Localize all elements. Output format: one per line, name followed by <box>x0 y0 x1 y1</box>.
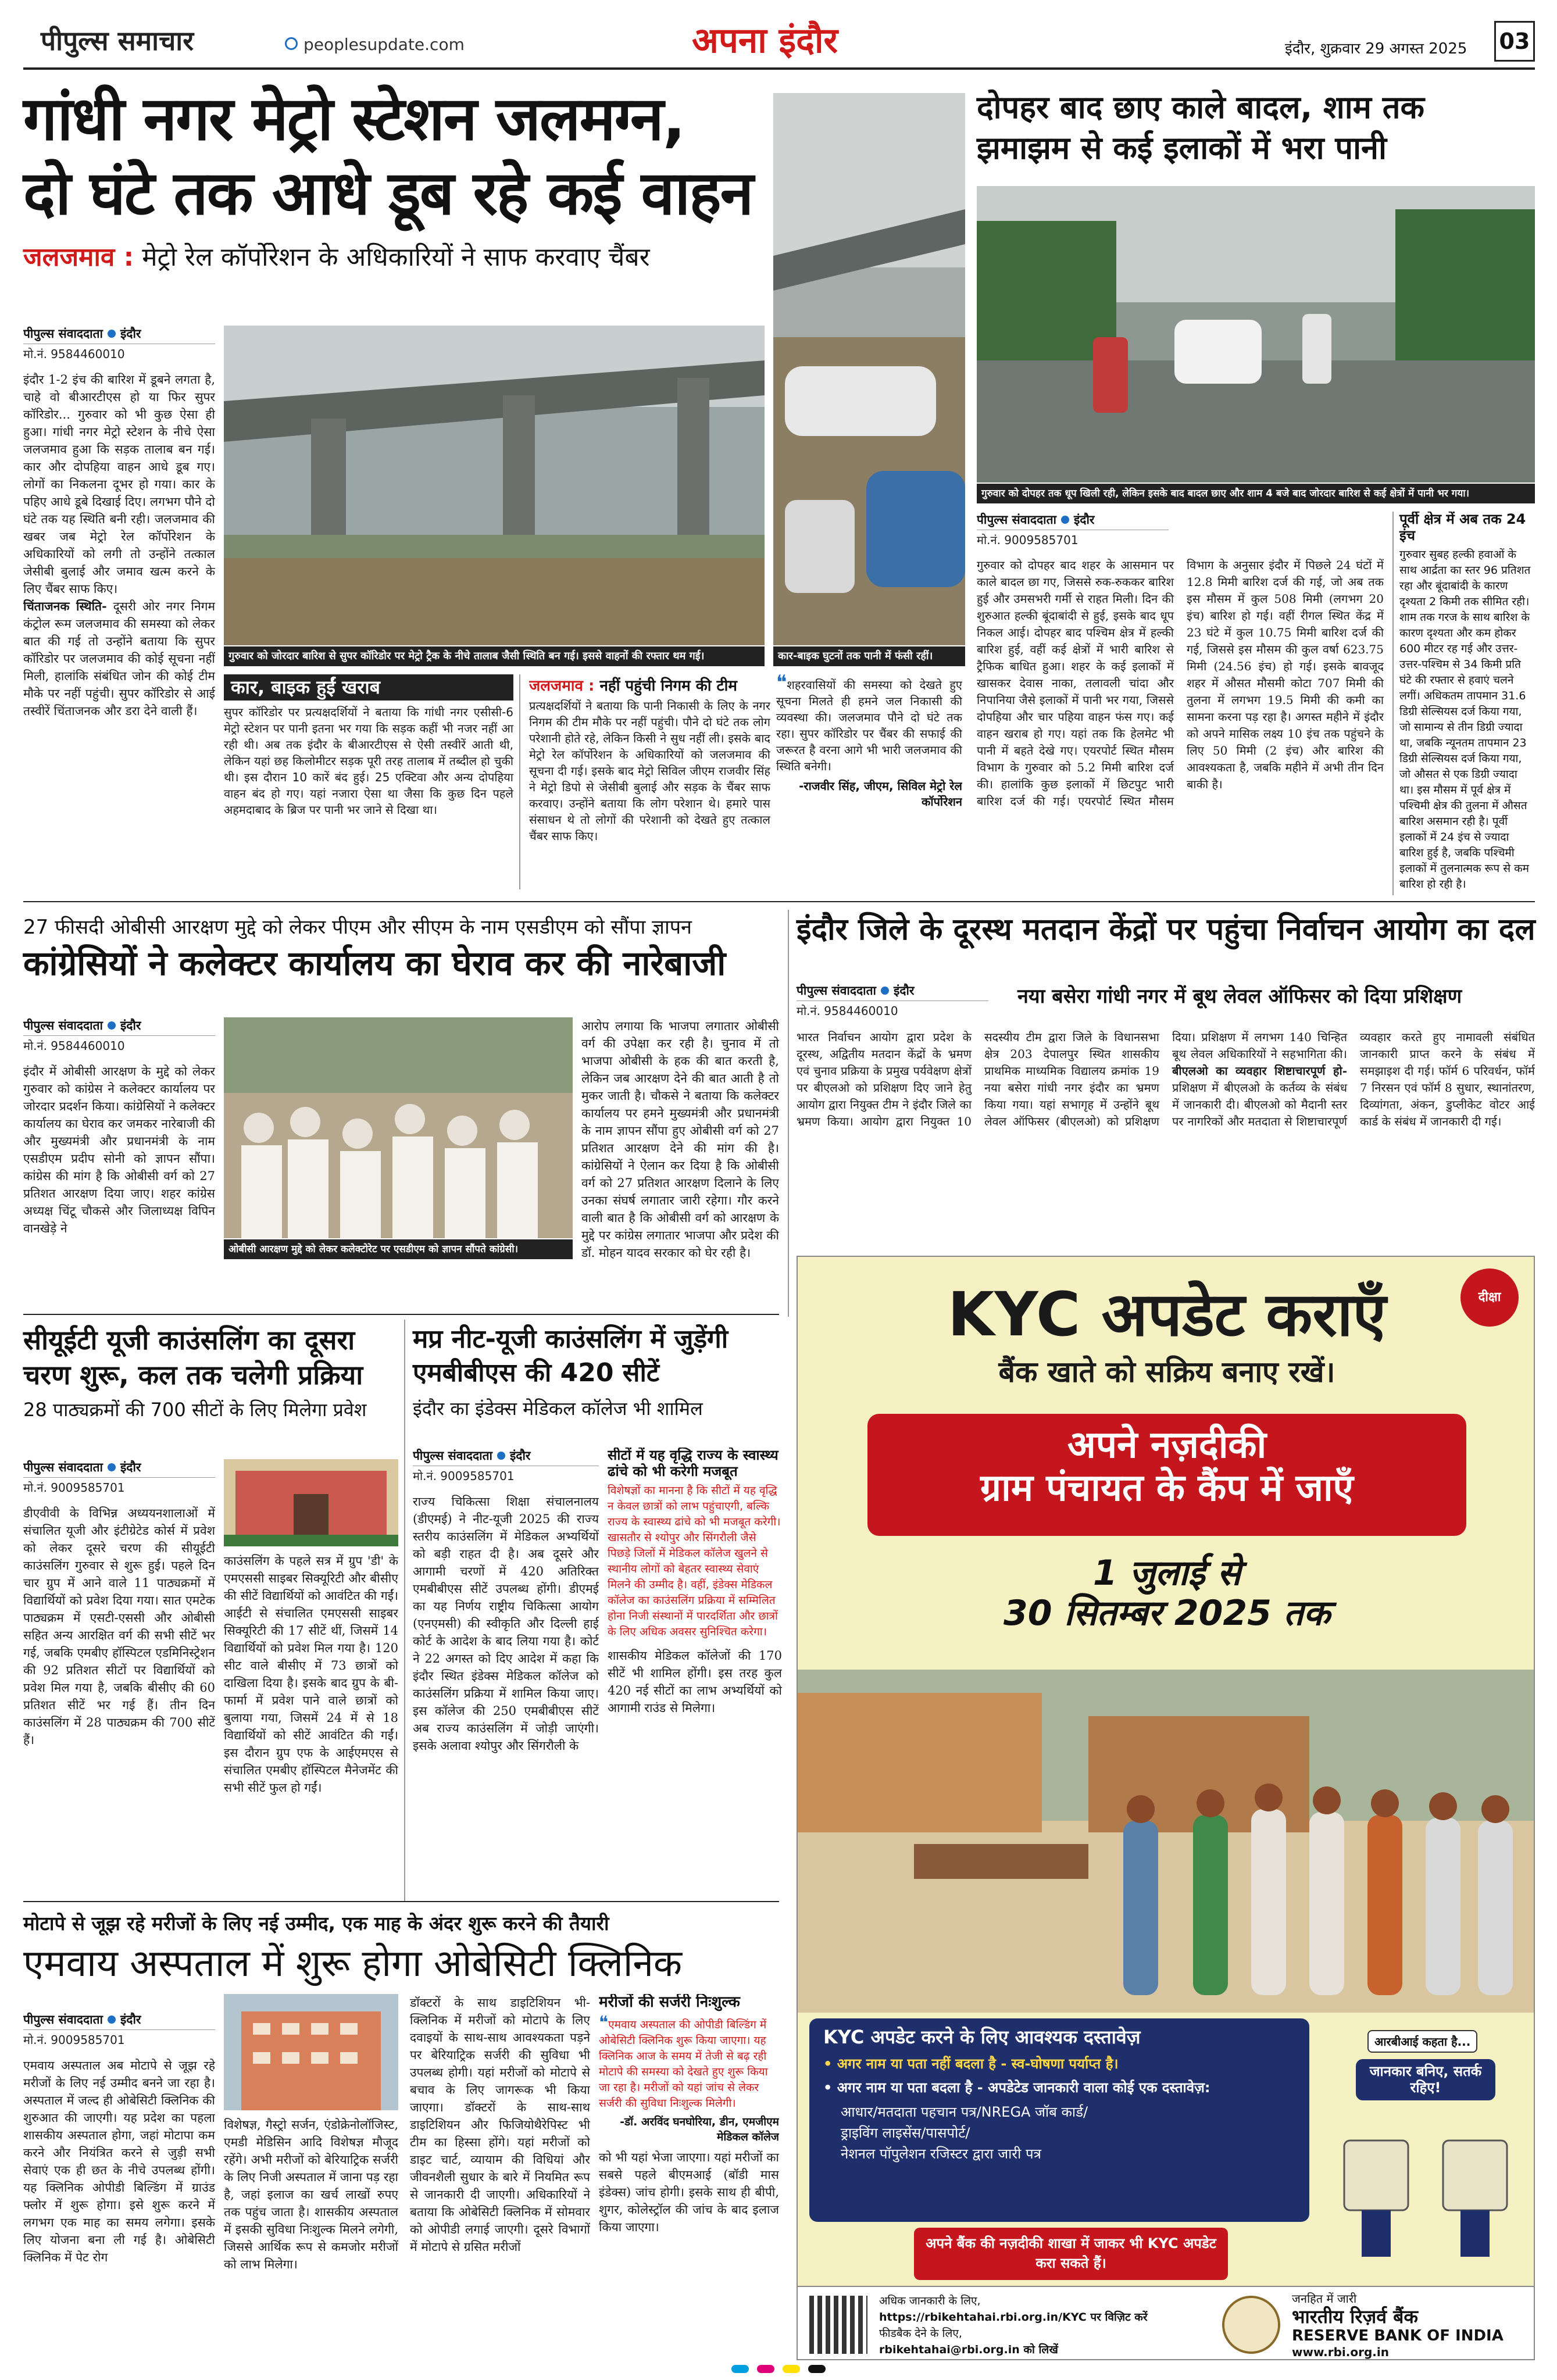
neet-body-2: शासकीय मेडिकल कॉलेजों की 170 सीटें भी शामिल होंगी। इस तरह कुल 420 नई सीटों का लाभ अभ्यर्थियों को आगामी राउंड से मिलेगा। <box>608 1649 782 1716</box>
byline-dot-icon <box>108 330 116 338</box>
rain-side-title: पूर्वी क्षेत्र में अब तक 24 इंच <box>1399 512 1526 544</box>
rain-side-body: गुरुवार सुबह हल्की हवाओं के साथ आर्द्रता का स्तर 96 प्रतिशत रहा और बूंदाबांदी के कारण दृश्यता 2 किमी तक सीमित रही। शाम तक गरज के साथ बारिश के कारण दृश्यता और कम होकर 600 मीटर रह गई और उत्तर-उत्तर-पश्चिम से 34 किमी प्रति घंटे की रफ्तार से हवाएं चलने लगीं। अधिकतम तापमान 31.6 डिग्री सेल्सियस दर्ज किया गया, जो सामान्य से तीन डिग्री ज्यादा था, जबकि न्यूनतम तापमान 23 डिग्री सेल्सियस दर्ज किया गया, जो औसत से एक डिग्री ज्यादा था। इस मौसम में पूर्व क्षेत्र में पश्चिमी क्षेत्र की तुलना में औसत बारिश असमान रही है। पूर्वी इलाकों में 24 इंच से ज्यादा बारिश हुई है, जबकि पश्चिमी इलाकों में तुलनात्मक रूप से कम बारिश हो रही है। <box>1399 548 1531 891</box>
kyc-date-1: 1 जुलाई से <box>1092 1553 1241 1593</box>
section-title: अपना इंदौर <box>692 20 838 61</box>
metro-headline-1: गांधी नगर मेट्रो स्टेशन जलमग्न, <box>23 83 685 154</box>
dateline: इंदौर, शुक्रवार 29 अगस्त 2025 <box>1285 40 1467 58</box>
rain-headline-1: दोपहर बाद छाए काले बादल, शाम तक <box>977 89 1425 126</box>
metro-photo2-caption: कार-बाइक घुटनों तक पानी में फंसी रहीं। <box>773 646 965 666</box>
registration-marks <box>0 2365 1557 2377</box>
cuet-byline: पीपुल्स संवाददाता इंदौर <box>23 1459 215 1478</box>
obesity-body-3: डॉक्टरों के साथ डाइटिशियन भी- क्लिनिक में मरीजों को मोटापे के लिए दवाइयों के साथ-साथ आवश्यकता पड़ने पर बेरियाट्रिक सर्जरी की सुविधा भी उपलब्ध होगी। यहां मरीजों को मोटापे से बचाव के लिए जागरूक भी किया जाएगा। डॉक्टरों के साथ-साथ डाइटिशियन और फिजियोथैरेपिस्ट भी टीम का हिस्सा होंगे। यहां मरीजों को डाइट चार्ट, व्यायाम की विधियां और जीवनशैली सुधार के बारे में नियमित रूप से जानकारी दी जाएगी। अधिकारियों ने बताया कि ओबेसिटी क्लिनिक में सोमवार को ओपीडी लगाई जाएगी। दूसरे विभागों में मोटापे से ग्रसित मरीजों <box>410 1996 590 2254</box>
election-deck: नया बसेरा गांधी नगर में बूथ लेवल ऑफिसर को दिया प्रशिक्षण <box>1017 985 1462 1008</box>
byline-dot-icon <box>497 1452 505 1460</box>
metro-text-column <box>23 326 215 884</box>
election-byline-block <box>797 982 988 1028</box>
obesity-headline: एमवाय अस्पताल में शुरू होगा ओबेसिटी क्लिनिक <box>23 1942 683 1985</box>
metro-cars-photo <box>773 93 965 645</box>
metro-bridge-image <box>224 326 765 645</box>
rain-side-box <box>1392 512 1535 895</box>
congress-photo <box>224 1017 573 1238</box>
congress-deck: 27 फीसदी ओबीसी आरक्षण मुद्दे को लेकर पीएम और सीएम के नाम एसडीएम को सौंपा ज्ञापन <box>23 916 692 939</box>
masthead <box>23 17 1535 70</box>
kyc-doc-2: • अगर नाम या पता बदला है - अपडेटेड जानकारी वाला कोई एक दस्तावेज़: <box>823 2079 1210 2096</box>
rbi-mascot <box>1321 2024 1524 2268</box>
villagers-queue-image <box>798 1670 1535 2013</box>
cuet-body: डीएवीवी के विभिन्न अध्ययनशालाओं में संचालित यूजी और इंटीग्रेटेड कोर्स में प्रवेश को लेकर दूसरे चरण की सीयूईटी काउंसलिंग गुरुवार से शुरू हुई। पहले दिन चार ग्रुप में आने वाले 11 पाठ्यक्रमों में विद्यार्थियों को प्रवेश दिया गया। सात एमटेक पाठ्यक्रम में एसटी-एससी और ओबीसी सहित अन्य आरक्षित वर्ग की सभी सीटें भर गई, जबकि एमबीए हॉस्पिटल एडमिनिस्ट्रेशन की 92 प्रतिशत सीटों पर विद्यार्थियों को प्रवेश मिल गया है, जबकि बीसीए की 60 प्रतिशत सीटें भर गई हैं। तीन दिन काउंसलिंग में 28 पाठ्यक्रम की 700 सीटें हैं। <box>23 1506 215 1747</box>
quote-icon: ❝ <box>776 674 787 694</box>
cuet-photo <box>224 1459 398 1546</box>
rain-street-image <box>977 186 1535 483</box>
neet-side-title: सीटों में यह वृद्धि राज्य के स्वास्थ्य ढांचे को भी करेगी मजबूत <box>608 1448 779 1480</box>
kyc-cta-1: अपने नज़दीकी <box>1067 1424 1267 1467</box>
byline-dot-icon <box>108 2016 116 2024</box>
obesity-body-3-col <box>410 1994 590 2360</box>
byline-dot-icon <box>881 987 889 995</box>
rain-photo <box>977 186 1535 483</box>
rbi-bubble-2: जानकार बनिए, सतर्क रहिए! <box>1356 2059 1495 2100</box>
obesity-mobile: मो.नं. 9009585701 <box>23 2033 125 2047</box>
metro-flood-photo <box>224 326 765 645</box>
rain-headline-2: झमाझम से कई इलाकों में भरा पानी <box>977 130 1387 166</box>
rbi-credits: जनहित में जारी भारतीय रिज़र्व बैंक RESERVE BANK OF INDIA www.rbi.org.in <box>1292 2292 1504 2359</box>
cuet-body-2: काउंसलिंग के पहले सत्र में ग्रुप 'डी' के एमएससी साइबर सिक्यूरिटी और बीसीए की सीटें विद्यार्थियों को आवंटित की गईं। आईटी से संचालित एमएससी साइबर सिक्यूरिटी की 17 सीटें थीं, जिसमें 14 विद्यार्थियों को प्रवेश मिल गया है। 120 सीट वाले बीसीए में 73 छात्रों को दाखिला दिया है। इसके बाद ग्रुप के बी-फार्मा में प्रवेश पाने वाले छात्रों को बुलाया गया, जिसमें 24 में से 18 विद्यार्थियों को सीटें आवंटित की गईं। इस दौरान ग्रुप एफ के आईएमएस से संचालित एमबीए हॉस्पिटल मैनेजमेंट की सभी सीटें फुल हो गईं। <box>224 1554 398 1795</box>
kyc-cta-box <box>867 1414 1466 1536</box>
metro-deck-text: मेट्रो रेल कॉर्पोरेशन के अधिकारियों ने साफ करवाए चैंबर <box>142 242 650 272</box>
election-body: भारत निर्वाचन आयोग द्वारा प्रदेश के दूरस्थ, अद्वितीय मतदान केंद्रों के भ्रमण एवं चुनाव प्रक्रिया के प्रमुख पर्यवेक्षण क्षेत्रों पर बीएलओ को प्रशिक्षण दिए जाने हेतु आयोग द्वारा नियुक्त टीम ने इंदौर जिले का भ्रमण किया। आयोग द्वारा नियुक्त 10 सदस्यीय टीम द्वारा जिले के विधानसभा क्षेत्र 203 देपालपुर स्थित शासकीय प्राथमिक माध्यमिक विद्यालय क्रमांक 19 नया बसेरा गांधी नगर इंदौर का भ्रमण किया गया। यहां सभागृह में उन्होंने बूथ लेवल ऑफिसर (बीएलओ) को प्रशिक्षण दिया। प्रशिक्षण में लगभग 140 चिन्हित बूथ लेवल अधिकारियों ने सहभागिता की। बीएलओ का व्यवहार शिष्टाचारपूर्ण हो- प्रशिक्षण में बीएलओ के कर्तव्य के संबंध में जानकारी दी। बीएलओ को मैदानी स्तर पर नागरिकों और मतदाता से शिष्टाचारपूर्ण व्यवहार करते हुए नामावली संबंधित जानकारी प्राप्त करने के संबंध में समझाइश दी गई। फॉर्म 6 परिवर्धन, फॉर्म 7 निरसन एवं फॉर्म 8 सुधार, स्थानांतरण, दिव्यांगता, अंकन, डुप्लीकेट वोटर आई कार्ड के संबंध में जानकारी दी गई। <box>797 1030 1535 1128</box>
globe-icon <box>285 37 298 50</box>
neet-headline: मप्र नीट-यूजी काउंसलिंग में जुड़ेंगी एमबीबीएस की 420 सीटें <box>413 1324 728 1388</box>
neet-mobile: मो.नं. 9009585701 <box>413 1469 515 1483</box>
congress-photo-caption: ओबीसी आरक्षण मुद्दे को लेकर कलेक्टोरेट पर एसडीएम को ज्ञापन सौंपते कांग्रेसी। <box>224 1239 573 1259</box>
box2-body: प्रत्यक्षदर्शियों ने बताया कि पानी निकासी के लिए के नगर निगम की टीम मौके पर नहीं पहुंची। पौने दो घंटे तक लोग परेशानी होते रहे, लेकिन किसी ने सुध नहीं ली। इसके बाद मेट्रो रेल कॉर्पोरेशन के अधिकारियों को जलजमाव की सूचना दी गई। इसके बाद मेट्रो सिविल जीएम राजवीर सिंह ने मेट्रो डिपो से जेसीबी बुलाई और सड़क के चैंबर साफ करवाए। उन्होंने बताया कि लोग परेशान थे। हमारे पास संसाधन थे तो लोगों की परेशानी को देखते हुए तत्काल चैंबर साफ किए। <box>529 699 770 843</box>
rbi-logo-icon <box>1222 2296 1280 2354</box>
protest-crowd-image <box>224 1017 573 1238</box>
kyc-footer <box>798 2286 1535 2360</box>
kyc-doc-1: • अगर नाम या पता नहीं बदला है - स्व-घोषणा पर्याप्त है। <box>823 2055 1119 2072</box>
metro-box-car-bike <box>224 674 520 889</box>
obesity-body-2: विशेषज्ञ, गैस्ट्रो सर्जन, एंडोक्रेनोलॉजिस्ट, एमडी मेडिसिन आदि विशेषज्ञ मौजूद रहेंगे। अभी मरीजों को बेरियाट्रिक सर्जरी के लिए निजी अस्पताल में जाना पड़ रहा है, जहां इलाज का खर्च लाखों रुपए तक पहुंच जाता है। शासकीय अस्पताल में इसकी सुविधा निःशुल्क मिलने लगेगी, जिससे आर्थिक रूप से कमजोर मरीजों को लाभ मिलेगा। <box>224 2118 398 2271</box>
cuet-mobile: मो.नं. 9009585701 <box>23 1481 125 1495</box>
kyc-bank-note: अपने बैंक की नज़दीकी शाखा में जाकर भी KYC अपडेट करा सकते हैं। <box>914 2228 1228 2280</box>
metro-body-2: चिंताजनक स्थिति- दूसरी ओर नगर निगम कंट्रोल रूम जलजमाव की समस्या को लेकर बात की गई तो उन्होंने बताया कि सुपर कॉरिडोर पर जलजमाव की कोई सूचना नहीं मिली, हालांकि संबंधित जोन की कोई टीम मौके पर नहीं पहुंची। सुपर कॉरिडोर से आई तस्वीरें चिंताजनक और डरा देने वाली हैं। <box>23 599 215 718</box>
metro-photo-caption: गुरुवार को जोरदार बारिश से सुपर कॉरिडोर पर मेट्रो ट्रैक के नीचे तालाब जैसी स्थिति बन गई। इससे वाहनों की रफ्तार थम गई। <box>224 646 765 666</box>
rain-mobile: मो.नं. 9009585701 <box>977 533 1079 547</box>
kyc-headline: KYC अपडेट कराएँ <box>947 1279 1387 1350</box>
rain-text <box>977 512 1384 895</box>
cuet-text-col <box>23 1459 215 1895</box>
obesity-body-4: को भी यहां भेजा जाएगा। यहां मरीजों का सबसे पहले बीएमआई (बॉडी मास इंडेक्स) जांच होगी। इसके साथ ही बीपी, शुगर, कोलेस्ट्रॉल की जांच के बाद इलाज किया जाएगा। <box>599 2150 779 2234</box>
neet-deck: इंदौर का इंडेक्स मेडिकल कॉलेज भी शामिल <box>413 1398 703 1420</box>
congress-mobile: मो.नं. 9584460010 <box>23 1039 125 1053</box>
metro-mobile: मो.नं. 9584460010 <box>23 347 125 361</box>
box2-title: जलजमाव : नहीं पहुंची निगम की टीम <box>529 677 737 695</box>
rbi-mascot-figures-icon <box>1333 2117 1519 2263</box>
obesity-body: एमवाय अस्पताल अब मोटापे से जूझ रहे मरीजों के लिए नई उम्मीद बनने जा रहा है। अस्पताल में जल्द ही ओबेसिटी क्लिनिक की शुरुआत की जाएगी। यह प्रदेश का पहला शासकीय अस्पताल होगा, जहां मोटापा कम करने और नियंत्रित करने से जुड़ी सभी सेवाएं एक ही छत के नीचे उपलब्ध होंगी। यह क्लिनिक ओपीडी बिल्डिंग में ग्राउंड फ्लोर में शुरू होगा। इसे शुरू करने में लगभग एक माह का समय लगेगा। इसके लिए योजना बना ली गई है। ओबेसिटी क्लिनिक में पेट रोग <box>23 2059 215 2264</box>
cuet-headline: सीयूईटी यूजी काउंसलिंग का दूसरा चरण शुरू, कल तक चलेगी प्रक्रिया <box>23 1324 363 1391</box>
obesity-side-title: मरीजों की सर्जरी निःशुल्क <box>599 1994 740 2011</box>
metro-deck <box>23 238 791 273</box>
metro-body: इंदौर 1-2 इंच की बारिश में डूबने लगता है, चाहे वो बीआरटीएस हो या फिर सुपर कॉरिडोर... गुरुवार को भी कुछ ऐसा ही हुआ। गांधी नगर मेट्रो स्टेशन के नीचे ऐसा जलजमाव हुआ कि सड़क तालाब बन गई। कार और दोपहिया वाहन आधे डूब गए। लोगों का निकलना दूभर हो गया। कार के पहिए आधे डूबे दिखाई दिए। लगभग पौने दो घंटे तक यह स्थिति बनी रही। जलजमाव की खबर जब मेट्रो रेल कॉर्पोरेशन के अधिकारियों को लगी तो उन्होंने तत्काल जेसीबी बुलाई और जमाव खत्म करने के लिए चैंबर साफ किए। <box>23 373 215 596</box>
page-number: 03 <box>1494 21 1535 62</box>
hospital-building-image <box>224 1994 398 2110</box>
neet-side-col <box>608 1448 782 1895</box>
kyc-info: अधिक जानकारी के लिए, https://rbikehtahai.rbi.org.in/KYC पर विज़िट करें फीडबैक देने के लिए, rbikehtahai@rbi.org.in को लिखें <box>879 2295 1148 2356</box>
obesity-byline: पीपुल्स संवाददाता इंदौर <box>23 2011 215 2030</box>
box1-title: कार, बाइक हुईं खराब <box>224 674 513 701</box>
site-url: peoplesupdate.com <box>303 35 465 54</box>
election-story <box>797 913 1535 948</box>
metro-box-nigam <box>529 674 770 889</box>
neet-text-col <box>413 1448 599 1895</box>
box1-body: सुपर कॉरिडोर पर प्रत्यक्षदर्शियों ने बताया कि गांधी नगर एसीसी-6 मेट्रो स्टेशन पर पानी इतना भर गया कि सड़क कहीं भी नजर नहीं आ रही थी। अब तक इंदौर के बीआरटीएस से ऐसी तस्वीरें आती थी, लेकिन यहां छह किलोमीटर सड़क पूरी तरह तालाब में तब्दील हो चुकी थी। इस दौरान 10 कारें बंद हुई। 25 एक्टिवा और अन्य दोपहिया वाहन बंद हो गए। यहां नजारा ऐसा था जैसा कि कुछ दिन पहले अहमदाबाद के ब्रिज पर पानी भर जाने से दिखा था। <box>224 705 513 817</box>
cuet-deck: 28 पाठ्यक्रमों की 700 सीटों के लिए मिलेगा प्रवेश <box>23 1399 367 1421</box>
cuet-story <box>23 1323 395 1421</box>
congress-text-col <box>23 1017 215 1308</box>
kyc-date-2: 30 सितम्बर 2025 तक <box>1003 1593 1331 1634</box>
congress-byline: पीपुल्स संवाददाता इंदौर <box>23 1017 215 1036</box>
quote-text: ❝शहरवासियों की समस्या को देखते हुए सूचना मिलते ही हमने जल निकासी की व्यवस्था की। जलजमाव पौने दो घंटे तक रहा। सुपर कॉरिडोर पर चैंबर की सफाई की जरूरत है वरना आगे भी भारी जलजमाव की स्थिति बनेगी। <box>776 674 962 774</box>
quote-author: -राजवीर सिंह, जीएम, सिविल मेट्रो रेल कॉर्पोरेशन <box>799 779 962 809</box>
neet-body: राज्य चिकित्सा शिक्षा संचालनालय (डीएमई) ने नीट-यूजी 2025 की राज्य स्तरीय काउंसलिंग में मेडिकल अभ्यर्थियों को बड़ी राहत दी है। अब दूसरे और आगामी चरणों में 420 अतिरिक्त एमबीबीएस सीटें उपलब्ध होंगी। डीएमई का यह निर्णय राष्ट्रीय चिकित्सा आयोग (एनएमसी) की स्वीकृति और दिल्ली हाई कोर्ट के आदेश के बाद लिया गया है। कोर्ट ने 22 अगस्त को दिए आदेश में कहा कि इंदौर स्थित इंडेक्स मेडिकल कॉलेज को काउंसलिंग प्रक्रिया में शामिल किया जाए। इस कॉलेज की 250 एमबीबीएस सीटें अब राज्य काउंसलिंग में जोड़ी जाएंगी। इसके अलावा श्योपुर और सिंगरौली के <box>413 1495 599 1753</box>
rain-story <box>977 87 1535 169</box>
newspaper-logo: पीपुल्स समाचार <box>41 25 194 56</box>
kyc-doc-5: नेशनल पॉपुलेशन रजिस्टर द्वारा जारी पत्र <box>841 2145 1041 2162</box>
kyc-docs-title: KYC अपडेट करने के लिए आवश्यक दस्तावेज़ <box>823 2026 1141 2048</box>
byline-dot-icon <box>108 1021 116 1030</box>
diksha-logo: दीक्षा <box>1460 1268 1519 1327</box>
kyc-cta-2: ग्राम पंचायत के कैंप में जाएँ <box>980 1466 1354 1510</box>
kyc-advertisement <box>797 1256 1535 2360</box>
obesity-deck: मोटापे से जूझ रहे मरीजों के लिए नई उम्मीद, एक माह के अंदर शुरू करने की तैयारी <box>23 1912 609 1935</box>
obesity-body-2-col <box>224 2116 398 2360</box>
obesity-story <box>23 1910 779 1986</box>
election-headline: इंदौर जिले के दूरस्थ मतदान केंद्रों पर पहुंचा निर्वाचन आयोग का दल <box>797 912 1535 947</box>
obesity-quote-author: -डॉ. अरविंद घनघोरिया, डीन, एमजीएम मेडिकल कॉलेज <box>620 2115 779 2143</box>
metro-byline: पीपुल्स संवाददाता इंदौर <box>23 326 215 344</box>
neet-story <box>413 1323 785 1421</box>
flooded-cars-image <box>773 93 965 645</box>
rain-byline: पीपुल्स संवाददाता इंदौर <box>977 512 1169 530</box>
metro-kicker: जलजमाव : <box>23 242 134 272</box>
kyc-village-photo <box>798 1670 1535 2013</box>
obesity-photo <box>224 1994 398 2110</box>
congress-body: इंदौर में ओबीसी आरक्षण के मुद्दे को लेकर गुरुवार को कांग्रेस ने कलेक्टर कार्यालय पर जोरदार प्रदर्शन किया। कांग्रेसियों ने कलेक्टर कार्यालय का घेराव कर जमकर नारेबाजी की और मुख्यमंत्री और प्रधानमंत्री के नाम एसडीएम प्रदीप सोनी को ज्ञापन सौंपा। कांग्रेस की मांग है कि ओबीसी वर्ग को 27 प्रतिशत आरक्षण दिया जाए। शहर कांग्रेस अध्यक्ष चिंटू चौकसे और जिलाध्यक्ष विपिन वानखेड़े ने <box>23 1064 215 1235</box>
neet-byline: पीपुल्स संवाददाता इंदौर <box>413 1448 599 1466</box>
kyc-docs-box <box>809 2018 1309 2222</box>
university-building-image <box>224 1459 398 1546</box>
rain-body: गुरुवार को दोपहर बाद शहर के आसमान पर काले बादल छा गए, जिससे रुक-रुककर बारिश हुई और उमसभरी गर्मी से राहत मिली। दिन की शुरुआत हल्की बूंदाबांदी से हुई, इसके बाद धूप निकल आई। दोपहर बाद पश्चिम क्षेत्र में हल्की बारिश हुई, वहीं कई क्षेत्रों में भारी बारिश से ट्रैफिक बाधित हुआ। शहर के कई इलाकों में खासकर देवास नाका, तलावली चांदा और निपानिया जैसे इलाकों में पानी भर गया, जिससे दोपहिया और चार पहिया वाहन फंस गए। कई वाहन खराब हो गए। यहां तक कि हेलमेट भी पानी में बहते देखे गए। एयरपोर्ट स्थित मौसम विभाग के गुरुवार को 5.2 मिमी बारिश दर्ज की। हालांकि कुछ इलाकों में छिटपुट भारी बारिश दर्ज की गई। एयरपोर्ट स्थित मौसम विभाग के अनुसार इंदौर में पिछले 24 घंटों में 12.8 मिमी बारिश दर्ज की गई, जो अब तक इस मौसम में कुल 508 मिमी (लगभग 20 इंच) बारिश हो गई। वहीं रीगल स्थित केंद्र में 23 घंटे में कुल 10.75 मिमी बारिश दर्ज की गई, जिससे इस मौसम की कुल वर्षा 623.75 मिमी (24.56 इंच) हो गई। इसके बावजूद शहर में औसत मौसमी कोटा 707 मिमी की तुलना में लगभग 19.5 मिमी की कमी का सामना करना पड़ रहा है। अगस्त महीने में इंदौर को अपने मासिक लक्ष्य 10 इंच तक पहुंचने के लिए 50 मिमी (2 इंच) और बारिश की आवश्यकता है, जबकि महीने में अभी तीन दिन बाकी है। <box>977 558 1384 808</box>
rain-photo-caption: गुरुवार को दोपहर तक धूप खिली रही, लेकिन इसके बाद बादल छाए और शाम 4 बजे बाद जोरदार बारिश से कई क्षेत्रों में पानी भर गया। <box>977 484 1535 503</box>
qr-code-icon <box>809 2296 867 2354</box>
congress-headline: कांग्रेसियों ने कलेक्टर कार्यालय का घेराव कर की नारेबाजी <box>23 944 726 983</box>
cuet-body-2-col <box>224 1552 398 1895</box>
election-byline: पीपुल्स संवाददाता इंदौर <box>797 982 988 1001</box>
kyc-date-box <box>937 1553 1397 1664</box>
congress-story <box>23 913 779 983</box>
election-mobile: मो.नं. 9584460010 <box>797 1004 898 1018</box>
rbi-bubble-1: आरबीआई कहता है... <box>1367 2030 1477 2053</box>
kyc-doc-3: आधार/मतदाता पहचान पत्र/NREGA जॉब कार्ड/ <box>841 2103 1088 2120</box>
byline-dot-icon <box>108 1463 116 1471</box>
congress-body-2: आरोप लगाया कि भाजपा लगातार ओबीसी वर्ग की उपेक्षा कर रही है। चुनाव में तो भाजपा ओबीसी के हक की बात करती है, लेकिन जब आरक्षण देने की बात आती है तो मुकर जाती है। चौकसे ने बताया कि कलेक्टर कार्यालय पर हमने मुख्यमंत्री और प्रधानमंत्री के नाम ज्ञापन सौंपा हुए ओबीसी वर्ग को 27 प्रतिशत आरक्षण देने की मांग की है। कांग्रेसियों ने ऐलान कर दिया है कि ओबीसी वर्ग को 27 प्रतिशत आरक्षण दिलाने के लिए उनका संघर्ष लगातार जारी रहेगा। गौर करने वाली बात है कि ओबीसी वर्ग को आरक्षण के मुद्दे पर कांग्रेस लगातार भाजपा और प्रदेश की डॉ. मोहन यादव सरकार को घेर रही है। <box>581 1019 779 1260</box>
metro-headline-2: दो घंटे तक आधे डूब रहे कई वाहन <box>23 158 753 228</box>
neet-side-body: विशेषज्ञों का मानना है कि सीटों में यह वृद्धि न केवल छात्रों को लाभ पहुंचाएगी, बल्कि राज्य के स्वास्थ्य ढांचे को भी मजबूत करेगी। खासतौर से श्योपुर और सिंगरौली जैसे पिछड़े जिलों में मेडिकल कॉलेज खुलने से स्थानीय लोगों को बेहतर स्वास्थ्य सेवाएं मिलने की उम्मीद है। वहीं, इंडेक्स मेडिकल कॉलेज का काउंसलिंग प्रक्रिया में सम्मिलित होना निजी संस्थानों में पारदर्शिता और छात्रों के लिए अधिक अवसर सुनिश्चित करेगा। <box>608 1484 781 1639</box>
quote-icon: ❝ <box>599 2012 609 2033</box>
kyc-doc-4: ड्राइविंग लाइसेंस/पासपोर्ट/ <box>841 2124 970 2141</box>
metro-quote <box>776 674 962 889</box>
obesity-text-col <box>23 2011 215 2360</box>
obesity-side-col <box>599 1994 779 2360</box>
byline-dot-icon <box>1061 516 1069 524</box>
kyc-sub: बैंक खाते को सक्रिय बनाए रखें। <box>998 1355 1335 1389</box>
obesity-quote: ❝एमवाय अस्पताल की ओपीडी बिल्डिंग में ओबेसिटी क्लिनिक शुरू किया जाएगा। यह क्लिनिक आज के समय में तेजी से बढ़ रही मोटापे की समस्या को देखते हुए शुरू किया जा रहा है। मरीजों को यहां जांच से लेकर सर्जरी की सुविधा निःशुल्क मिलेगी। <box>599 2012 768 2110</box>
election-text <box>797 1029 1535 1250</box>
